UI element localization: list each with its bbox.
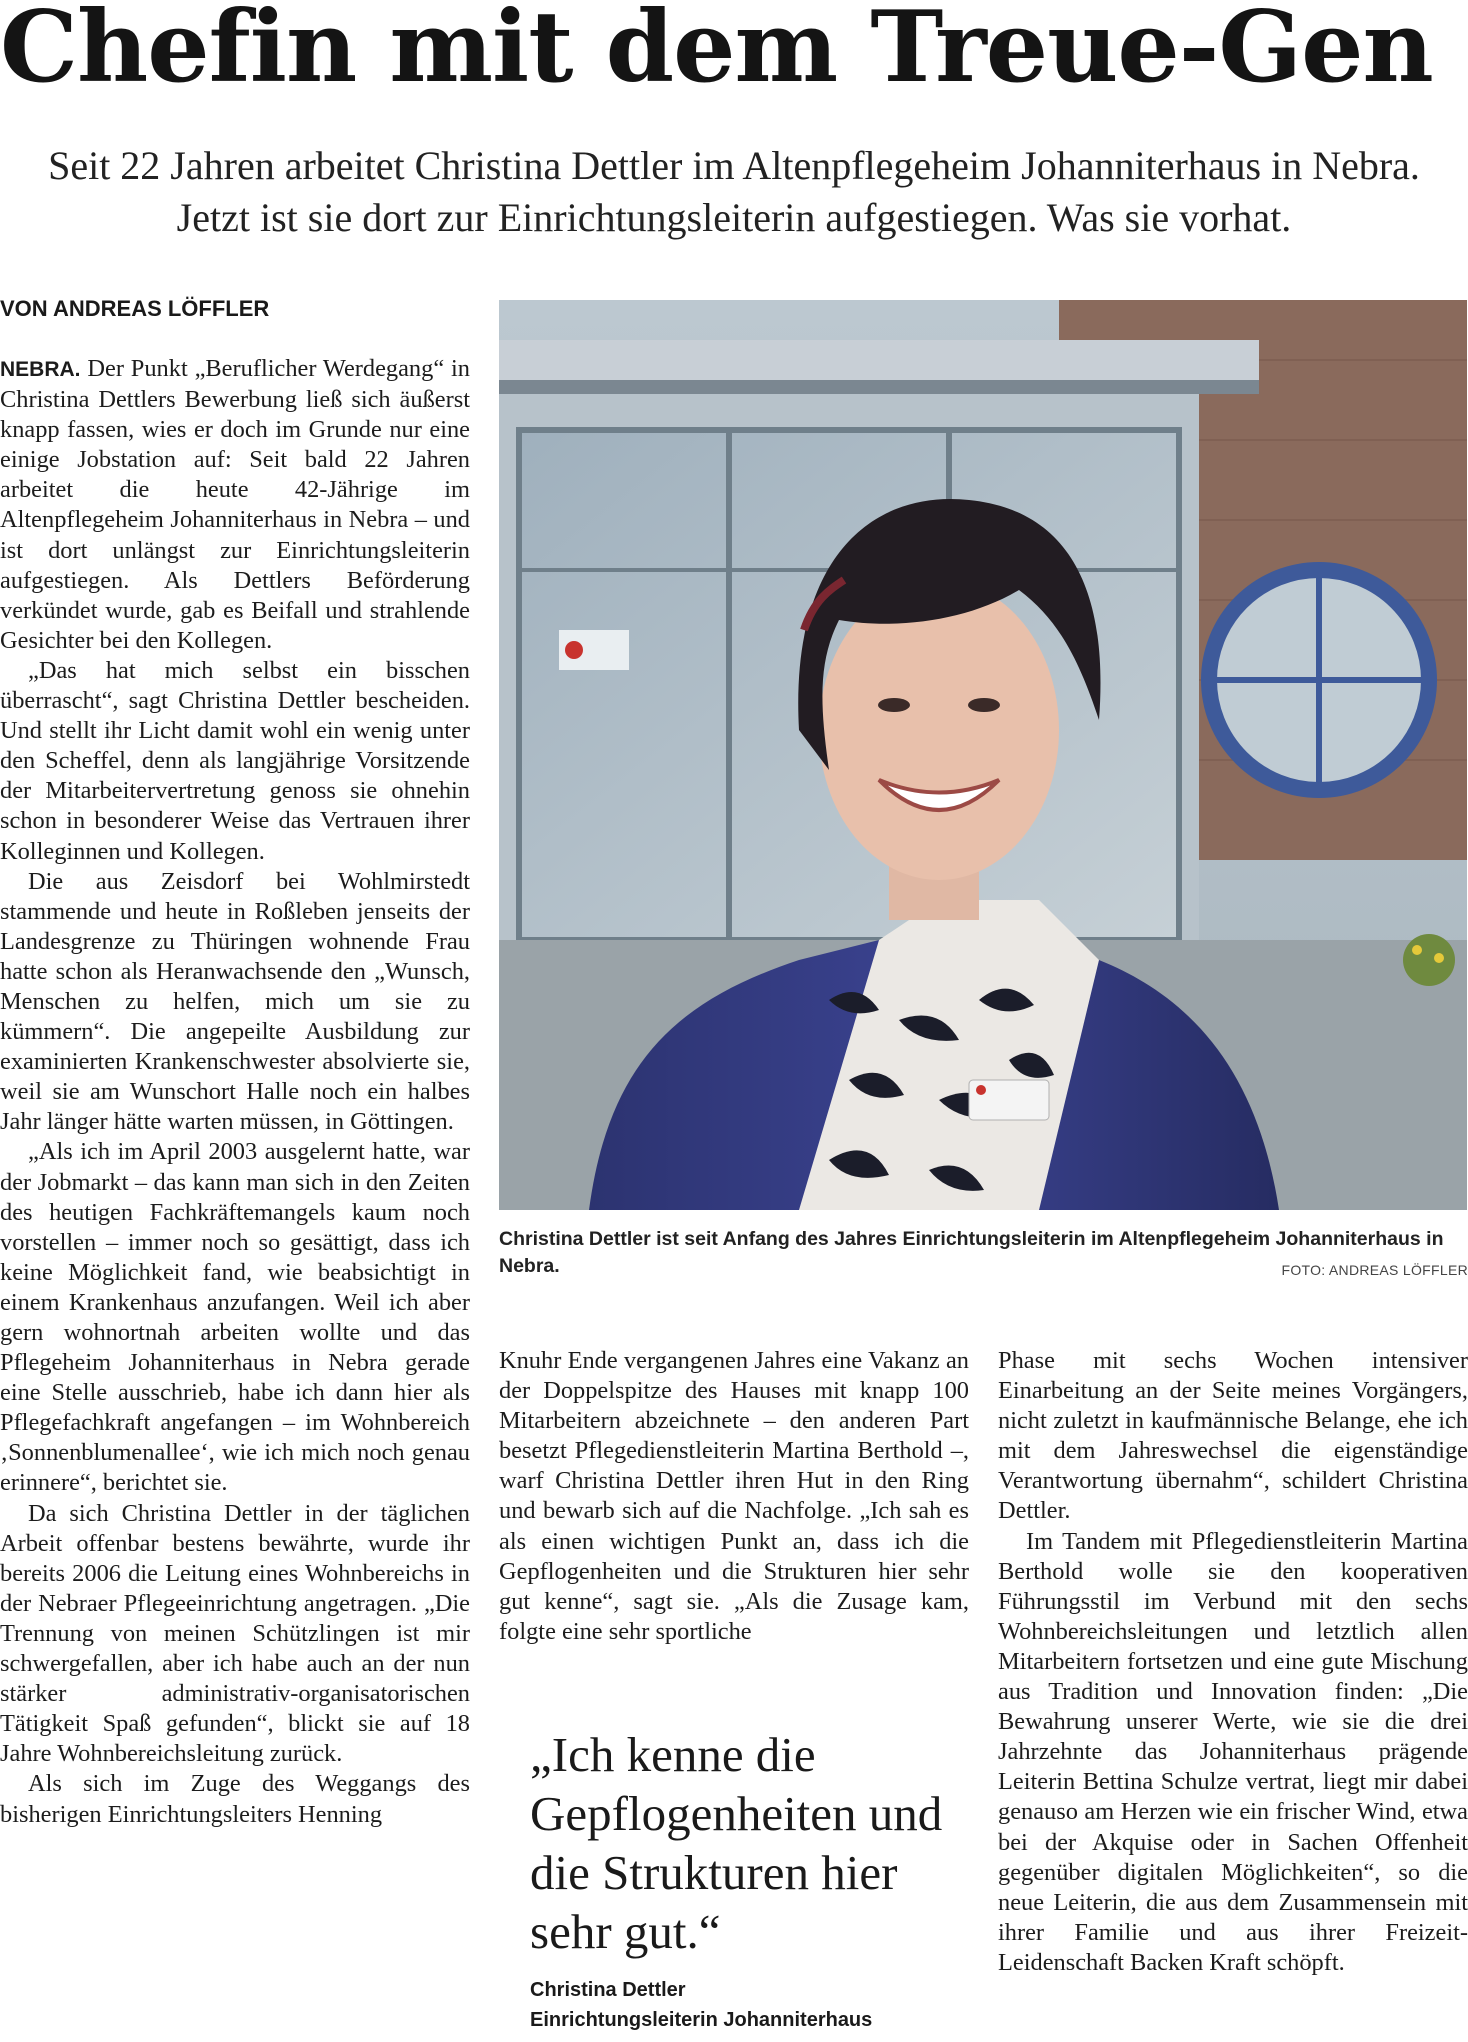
pull-quote-text: „Ich kenne die Gepflogenheiten und die Strukturen hier sehr gut.“ (530, 1727, 943, 1959)
byline: VON ANDREAS LÖFFLER (0, 296, 270, 321)
paragraph: Phase mit sechs Wochen intensiver Einarbeitung an der Seite meines Vorgängers, nicht zuletzt in kaufmännische Belange, ehe ich mit dem Jahreswechsel die eigenständige Verantwortung übernahm“, schildert Christina Dettler. (998, 1347, 1468, 1525)
headline: Chefin mit dem Treue-Gen (0, 0, 1433, 105)
dateline: NEBRA. (0, 358, 81, 381)
paragraph: Die aus Zeisdorf bei Wohlmirstedt stammende und heute in Roßleben jenseits der Landesgrenze zu Thüringen wohnende Frau hatte schon als Heranwachsende den „Wunsch, Menschen zu helfen, mich um sie zu kümmern“. Die angepeilte Ausbildung zur examinierten Krankenschwester absolvierte sie, weil sie am Wunschort Halle noch ein halbes Jahr länger hätte warten müssen, in Göttingen. (0, 867, 470, 1136)
paragraph: Als sich im Zuge des Weggangs des bisherigen Einrichtungsleiters Henning (0, 1770, 470, 1828)
article-column-3 (998, 1346, 1468, 1978)
paragraph: Da sich Christina Dettler in der täglichen Arbeit offenbar bestens bewährte, wurde ihr bereits 2006 die Leitung eines Wohnbereichs in der Nebraer Pflegeeinrichtung angetragen. „Die Trennung von meinen Schützlingen ist mir schwergefallen, aber ich habe auch an der nun stärker administrativ-organisatorischen Tätigkeit Spaß gefunden“, blickt sie auf 18 Jahre Wohnbereichsleitung zurück. (0, 1499, 470, 1768)
photo-caption: Christina Dettler ist seit Anfang des Jahres Einrichtungsleiterin im Altenpflegeheim Johanniterhaus in Nebra. (499, 1228, 1444, 1277)
paragraph: Im Tandem mit Pflegedienstleiterin Martina Berthold wolle sie den kooperativen Führungsstil im Verbund mit den sechs Wohnbereichsleitungen und letztlich allen Mitarbeitern fortsetzen und eine gute Mischung aus Tradition und Innovation finden: „Die Bewahrung unserer Werte, wie sie die drei Jahrzehnte das Johanniterhaus prägende Leiterin Bettina Schulze vertrat, liegt mir dabei genauso am Herzen wie ein frischer Wind, etwa bei der Akquise oder in Sachen Offenheit gegenüber digitalen Möglichkeiten“, so die neue Leiterin, die aus dem Zusammensein mit ihrer Familie und aus ihrer Freizeit-Leidenschaft Backen Kraft schöpft. (998, 1527, 1468, 1976)
subheadline: Seit 22 Jahren arbeitet Christina Dettler im Altenpflegeheim Johanniterhaus in Nebra. Jetzt ist sie dort zur Einrichtungsleiterin aufgestiegen. Was sie vorhat. (48, 143, 1420, 240)
paragraph-text: Der Punkt „Beruflicher Werdegang“ in Christina Dettlers Bewerbung ließ sich äußerst knapp fassen, wies er doch im Grunde nur eine einige Jobstation auf: Seit bald 22 Jahren arbeitet die heute 42-Jährige im Altenpflegeheim Johanniterhaus in Nebra – und ist dort unlängst zur Einrichtungsleiterin aufgestiegen. Als Dettlers Beförderung verkündet wurde, gab es Beifall und strahlende Gesichter bei den Kollegen. (0, 355, 470, 654)
paragraph (0, 354, 470, 656)
photo-credit: FOTO: ANDREAS LÖFFLER (1281, 1262, 1468, 1278)
article-column-2 (499, 1346, 969, 1647)
paragraph: „Als ich im April 2003 ausgelernt hatte, war der Jobmarkt – das kann man sich in den Zeiten des heutigen Fachkräftemangels kaum noch vorstellen – immer noch so gesättigt, dass ich keine Möglichkeit fand, wie beabsichtigt in einem Krankenhaus anzufangen. Weil ich aber gern wohnortnah arbeiten wollte und das Pflegeheim Johanniterhaus in Nebra gerade eine Stelle ausschrieb, habe ich dann hier als Pflegefachkraft angefangen – im Wohnbereich ‚Sonnenblumenallee‘, wie ich mich noch genau erinnere“, berichtet sie. (0, 1138, 470, 1497)
pull-quote (530, 1725, 950, 2035)
article-photo (499, 300, 1467, 1210)
paragraph: „Das hat mich selbst ein bisschen überrascht“, sagt Christina Dettler bescheiden. Und stellt ihr Licht damit wohl ein wenig unter den Scheffel, denn als langjährige Vorsitzende der Mitarbeitervertretung genoss sie ohnehin schon in besonderer Weise das Vertrauen ihrer Kolleginnen und Kollegen. (0, 656, 470, 865)
pull-quote-role: Einrichtungsleiterin Johanniterhaus (530, 2009, 873, 2031)
article-column-1 (0, 354, 470, 1830)
paragraph: Knuhr Ende vergangenen Jahres eine Vakanz an der Doppelspitze des Hauses mit knapp 100 Mitarbeitern abzeichnete – den anderen Part besetzt Pflegedienstleiterin Martina Berthold –, warf Christina Dettler ihren Hut in den Ring und bewarb sich auf die Nachfolge. „Ich sah es als einen wichtigen Punkt an, dass ich die Gepflogenheiten und die Strukturen hier sehr gut kenne“, sagt sie. „Als die Zusage kam, folgte eine sehr sportliche (499, 1347, 969, 1645)
pull-quote-name: Christina Dettler (530, 1979, 686, 2001)
